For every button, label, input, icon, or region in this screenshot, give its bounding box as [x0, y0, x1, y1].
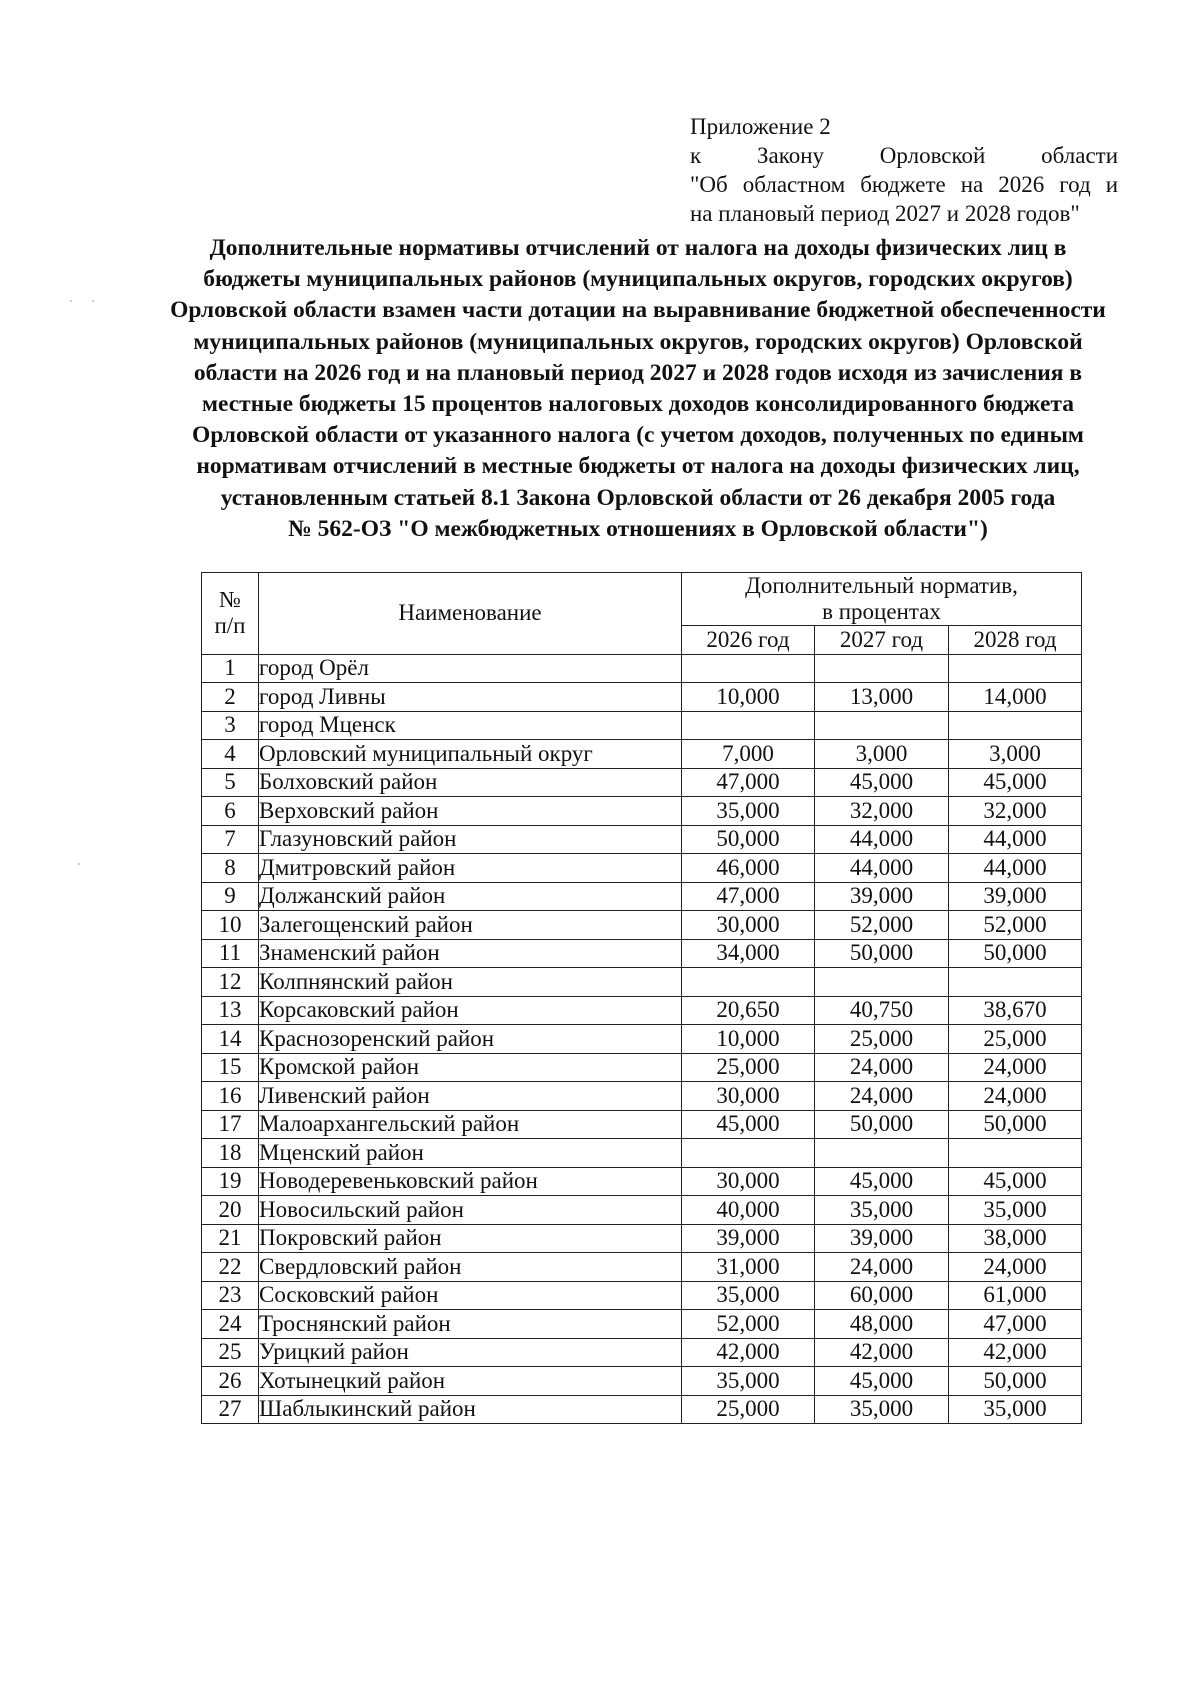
row-value-2026: 35,000: [682, 1367, 815, 1396]
row-value-2028: 38,000: [949, 1224, 1082, 1253]
row-number: 15: [202, 1053, 259, 1082]
appendix-word: Орловской: [879, 143, 986, 168]
row-value-2028: 50,000: [949, 1367, 1082, 1396]
row-value-2027: [815, 711, 949, 740]
row-name: Кромской район: [259, 1053, 682, 1082]
table-header: [202, 573, 1082, 655]
table-row: [202, 968, 1082, 997]
row-name: Дмитровский район: [259, 854, 682, 883]
row-value-2027: [815, 654, 949, 683]
row-value-2026: 39,000: [682, 1224, 815, 1253]
row-name: город Орёл: [259, 654, 682, 683]
row-value-2027: 52,000: [815, 911, 949, 940]
row-number: 11: [202, 939, 259, 968]
row-name: Краснозоренский район: [259, 1025, 682, 1054]
row-name: Урицкий район: [259, 1338, 682, 1367]
appendix-word: области: [1041, 143, 1119, 168]
row-name: Глазуновский район: [259, 825, 682, 854]
row-number: 23: [202, 1281, 259, 1310]
header-norm-group: [682, 573, 1082, 626]
row-value-2028: 24,000: [949, 1082, 1082, 1111]
row-number: 19: [202, 1167, 259, 1196]
title-line: бюджеты муниципальных районов (муниципальных округов, городских округов): [203, 266, 1073, 293]
appendix-number: Приложение 2: [690, 114, 831, 139]
row-name: Свердловский район: [259, 1253, 682, 1282]
table-row: [202, 1395, 1082, 1424]
row-value-2027: 13,000: [815, 683, 949, 712]
row-name: Троснянский район: [259, 1310, 682, 1339]
row-value-2028: 24,000: [949, 1053, 1082, 1082]
row-number: 9: [202, 882, 259, 911]
header-year-2026: 2026 год: [682, 626, 815, 655]
row-value-2026: 35,000: [682, 1281, 815, 1310]
row-value-2028: 42,000: [949, 1338, 1082, 1367]
row-name: Покровский район: [259, 1224, 682, 1253]
row-name: город Ливны: [259, 683, 682, 712]
row-value-2027: 25,000: [815, 1025, 949, 1054]
row-name: Корсаковский район: [259, 996, 682, 1025]
row-value-2026: 25,000: [682, 1053, 815, 1082]
row-number: 13: [202, 996, 259, 1025]
table-body: [202, 654, 1082, 1424]
table-row: [202, 854, 1082, 883]
scan-speck: [70, 300, 72, 302]
table-row: [202, 1167, 1082, 1196]
row-value-2027: 50,000: [815, 1110, 949, 1139]
row-name: Колпнянский район: [259, 968, 682, 997]
table-row: [202, 797, 1082, 826]
row-number: 21: [202, 1224, 259, 1253]
appendix-word: Закону: [756, 143, 825, 168]
row-value-2028: 44,000: [949, 854, 1082, 883]
row-number: 12: [202, 968, 259, 997]
row-value-2026: 34,000: [682, 939, 815, 968]
row-name: Орловский муниципальный округ: [259, 740, 682, 769]
row-number: 14: [202, 1025, 259, 1054]
table-row: [202, 1139, 1082, 1168]
row-number: 16: [202, 1082, 259, 1111]
appendix-word: к: [690, 143, 702, 168]
row-value-2026: 46,000: [682, 854, 815, 883]
title-line: Орловской области от указанного налога (с учетом доходов, полученных по единым: [192, 422, 1084, 449]
row-number: 2: [202, 683, 259, 712]
row-number: 17: [202, 1110, 259, 1139]
row-value-2027: 44,000: [815, 825, 949, 854]
row-number: 25: [202, 1338, 259, 1367]
row-number: 22: [202, 1253, 259, 1282]
table-row: [202, 1310, 1082, 1339]
row-value-2028: 44,000: [949, 825, 1082, 854]
table-row: [202, 683, 1082, 712]
row-value-2026: 10,000: [682, 1025, 815, 1054]
table-row: [202, 882, 1082, 911]
table-row: [202, 1025, 1082, 1054]
row-value-2026: [682, 968, 815, 997]
table-row: [202, 768, 1082, 797]
row-name: Должанский район: [259, 882, 682, 911]
row-value-2026: 10,000: [682, 683, 815, 712]
header-norm-line1: Дополнительный норматив,: [745, 573, 1018, 598]
table-row: [202, 1338, 1082, 1367]
header-name: Наименование: [259, 573, 682, 655]
row-name: Верховский район: [259, 797, 682, 826]
row-value-2027: 44,000: [815, 854, 949, 883]
table-row: [202, 1253, 1082, 1282]
header-norm-line2: в процентах: [822, 599, 941, 624]
title-line: установленным статьей 8.1 Закона Орловской области от 26 декабря 2005 года: [220, 484, 1056, 511]
row-value-2028: 35,000: [949, 1196, 1082, 1225]
row-name: Шаблыкинский район: [259, 1395, 682, 1424]
row-number: 10: [202, 911, 259, 940]
title-line: нормативам отчислений в местные бюджеты от налога на доходы физических лиц,: [196, 453, 1080, 480]
row-value-2028: [949, 711, 1082, 740]
table-row: [202, 1281, 1082, 1310]
row-value-2028: 3,000: [949, 740, 1082, 769]
row-number: 4: [202, 740, 259, 769]
row-number: 6: [202, 797, 259, 826]
row-value-2026: 40,000: [682, 1196, 815, 1225]
row-value-2026: 20,650: [682, 996, 815, 1025]
title-line: № 562-ОЗ "О межбюджетных отношениях в Орловской области"): [288, 515, 988, 542]
row-value-2028: 45,000: [949, 1167, 1082, 1196]
title-line: области на 2026 год и на плановый период 2027 и 2028 годов исходя из зачисления в: [193, 359, 1083, 386]
row-value-2026: 52,000: [682, 1310, 815, 1339]
row-value-2026: [682, 1139, 815, 1168]
scan-speck: [78, 863, 80, 865]
title-line: Дополнительные нормативы отчислений от налога на доходы физических лиц в: [209, 235, 1067, 261]
row-value-2028: 32,000: [949, 797, 1082, 826]
row-value-2028: [949, 1139, 1082, 1168]
row-value-2026: 25,000: [682, 1395, 815, 1424]
norms-table: [201, 572, 1082, 1424]
row-value-2027: 45,000: [815, 1167, 949, 1196]
table-row: [202, 1196, 1082, 1225]
row-name: Новосильский район: [259, 1196, 682, 1225]
header-number-sign: №: [219, 587, 241, 613]
row-number: 7: [202, 825, 259, 854]
row-value-2026: 50,000: [682, 825, 815, 854]
table-row: [202, 825, 1082, 854]
row-value-2027: 3,000: [815, 740, 949, 769]
row-value-2028: 14,000: [949, 683, 1082, 712]
row-value-2028: 38,670: [949, 996, 1082, 1025]
table-row: [202, 911, 1082, 940]
row-value-2026: 47,000: [682, 768, 815, 797]
title-line: муниципальных районов (муниципальных округов, городских округов) Орловской: [193, 328, 1083, 355]
appendix-law-title-1: "Об областном бюджете на 2026 год и: [690, 172, 1118, 197]
row-name: Мценский район: [259, 1139, 682, 1168]
table-row: [202, 1082, 1082, 1111]
row-value-2027: 32,000: [815, 797, 949, 826]
row-value-2028: 45,000: [949, 768, 1082, 797]
row-number: 26: [202, 1367, 259, 1396]
row-value-2026: 30,000: [682, 1082, 815, 1111]
table-row: [202, 1224, 1082, 1253]
row-value-2028: 50,000: [949, 939, 1082, 968]
row-value-2027: 60,000: [815, 1281, 949, 1310]
row-name: город Мценск: [259, 711, 682, 740]
row-value-2027: 48,000: [815, 1310, 949, 1339]
row-name: Сосковский район: [259, 1281, 682, 1310]
row-name: Малоархангельский район: [259, 1110, 682, 1139]
appendix-law-line: [690, 141, 1118, 170]
row-value-2028: 47,000: [949, 1310, 1082, 1339]
scan-speck: [92, 300, 94, 302]
header-year-2028: 2028 год: [949, 626, 1082, 655]
row-value-2027: [815, 968, 949, 997]
header-year-2027: 2027 год: [815, 626, 949, 655]
row-value-2026: 31,000: [682, 1253, 815, 1282]
row-value-2028: 61,000: [949, 1281, 1082, 1310]
table-row: [202, 711, 1082, 740]
appendix-law-title-2: на плановый период 2027 и 2028 годов": [690, 201, 1080, 226]
table-row: [202, 996, 1082, 1025]
row-value-2028: 25,000: [949, 1025, 1082, 1054]
row-number: 27: [202, 1395, 259, 1424]
table-row: [202, 1110, 1082, 1139]
row-value-2028: 35,000: [949, 1395, 1082, 1424]
row-value-2026: 45,000: [682, 1110, 815, 1139]
row-number: 8: [202, 854, 259, 883]
table-row: [202, 939, 1082, 968]
header-number-abbr: п/п: [214, 613, 246, 639]
row-value-2026: 47,000: [682, 882, 815, 911]
row-value-2028: 39,000: [949, 882, 1082, 911]
row-value-2028: [949, 968, 1082, 997]
row-value-2028: 52,000: [949, 911, 1082, 940]
row-number: 1: [202, 654, 259, 683]
row-value-2027: 24,000: [815, 1253, 949, 1282]
row-name: Болховский район: [259, 768, 682, 797]
row-value-2028: 50,000: [949, 1110, 1082, 1139]
table-row: [202, 1367, 1082, 1396]
row-number: 20: [202, 1196, 259, 1225]
row-value-2028: 24,000: [949, 1253, 1082, 1282]
row-value-2026: 30,000: [682, 911, 815, 940]
document-title: [150, 233, 1126, 545]
table-row: [202, 654, 1082, 683]
row-value-2026: [682, 654, 815, 683]
row-number: 24: [202, 1310, 259, 1339]
row-value-2028: [949, 654, 1082, 683]
row-number: 18: [202, 1139, 259, 1168]
row-value-2027: 45,000: [815, 1367, 949, 1396]
row-value-2027: 24,000: [815, 1082, 949, 1111]
row-value-2027: 39,000: [815, 1224, 949, 1253]
header-number: [202, 573, 259, 655]
row-value-2027: [815, 1139, 949, 1168]
row-number: 3: [202, 711, 259, 740]
row-value-2027: 45,000: [815, 768, 949, 797]
row-value-2026: 35,000: [682, 797, 815, 826]
table-row: [202, 1053, 1082, 1082]
row-value-2026: 7,000: [682, 740, 815, 769]
appendix-reference: [690, 112, 1118, 228]
row-value-2027: 39,000: [815, 882, 949, 911]
title-line: местные бюджеты 15 процентов налоговых доходов консолидированного бюджета: [202, 391, 1074, 418]
row-value-2026: [682, 711, 815, 740]
row-value-2026: 30,000: [682, 1167, 815, 1196]
row-value-2027: 50,000: [815, 939, 949, 968]
row-value-2027: 42,000: [815, 1338, 949, 1367]
row-value-2026: 42,000: [682, 1338, 815, 1367]
row-name: Новодеревеньковский район: [259, 1167, 682, 1196]
table-row: [202, 740, 1082, 769]
row-value-2027: 35,000: [815, 1196, 949, 1225]
row-name: Знаменский район: [259, 939, 682, 968]
row-name: Хотынецкий район: [259, 1367, 682, 1396]
row-value-2027: 40,750: [815, 996, 949, 1025]
row-value-2027: 35,000: [815, 1395, 949, 1424]
row-value-2027: 24,000: [815, 1053, 949, 1082]
title-line: Орловской области взамен части дотации на выравнивание бюджетной обеспеченности: [170, 297, 1106, 324]
row-number: 5: [202, 768, 259, 797]
row-name: Ливенский район: [259, 1082, 682, 1111]
row-name: Залегощенский район: [259, 911, 682, 940]
